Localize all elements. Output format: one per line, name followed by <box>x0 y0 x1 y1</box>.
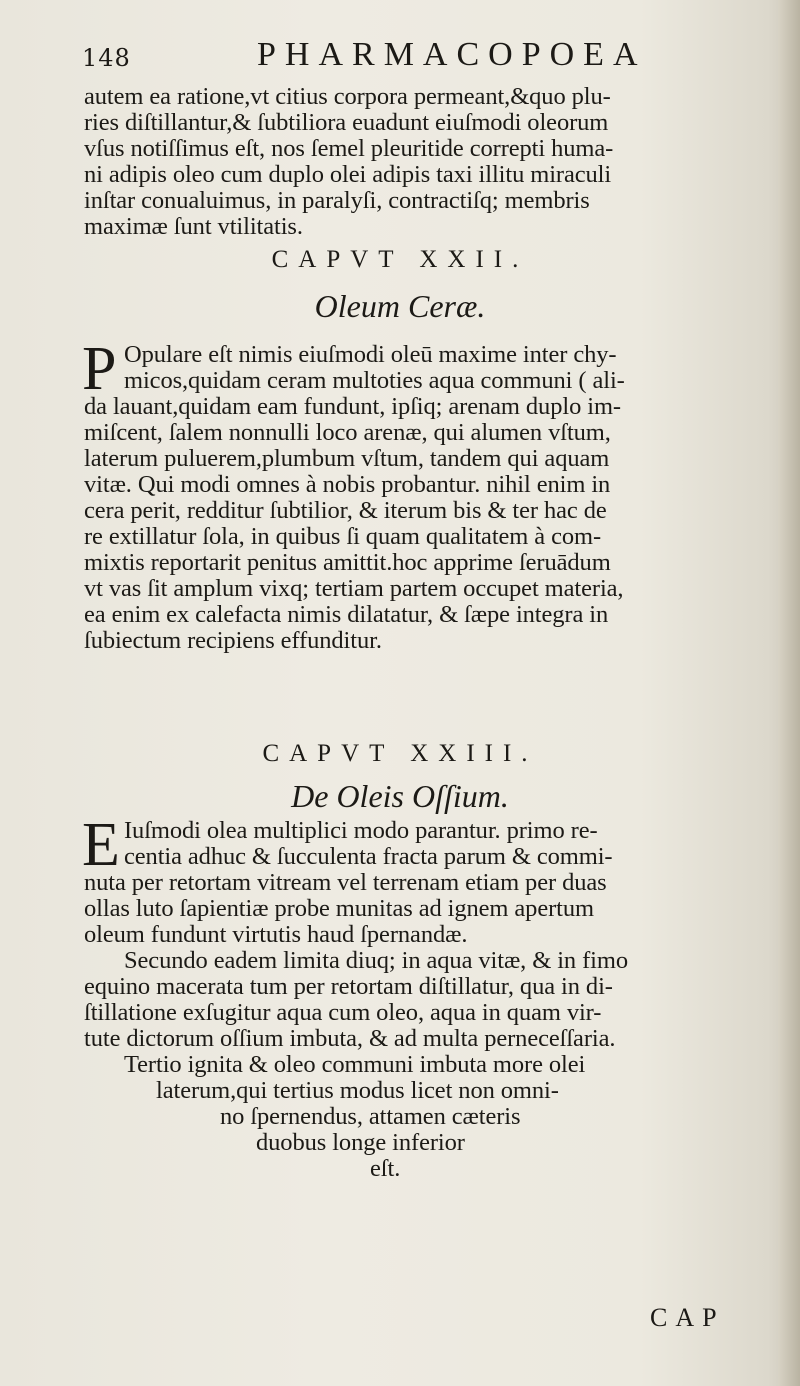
text-line: no ſpernendus, attamen cæteris <box>220 1103 521 1130</box>
text-line: mixtis reportarit penitus amittit.hoc apprime ſeruādum <box>84 549 611 576</box>
text-line: Tertio ignita & oleo communi imbuta more olei <box>124 1051 586 1078</box>
catchword: CAP <box>650 1303 725 1332</box>
text-line: ollas luto ſapientiæ probe munitas ad ignem apertum <box>84 895 594 922</box>
text-line: ſubiectum recipiens effunditur. <box>84 627 382 654</box>
text-line: ea enim ex calefacta nimis dilatatur, & ſæpe integra in <box>84 601 609 628</box>
top-paragraph <box>84 84 769 240</box>
text-line: re extillatur ſola, in quibus ſi quam qualitatem à com- <box>84 523 602 550</box>
text-line: inſtar conualuimus, in paralyſi, contractiſq; membris <box>84 187 590 214</box>
chapter-23-title: De Oleis Oſſium. <box>291 778 509 814</box>
text-line: ſtillatione exſugitur aqua cum oleo, aqua in quam vir- <box>84 999 602 1026</box>
text-line: laterum,qui tertius modus licet non omni- <box>156 1077 559 1104</box>
running-title: PHARMACOPOEA <box>257 36 647 73</box>
text-line: micos,quidam ceram multoties aqua communi ( ali- <box>124 367 625 394</box>
text-line: duobus longe inferior <box>256 1129 465 1156</box>
text-line: eſt. <box>370 1155 401 1182</box>
text-line: oleum fundunt virtutis haud ſpernandæ. <box>84 921 468 948</box>
text-line: laterum puluerem,plumbum vſtum, tandem qui aquam <box>84 445 610 472</box>
page-number: 148 <box>82 44 131 72</box>
text-line: miſcent, ſalem nonnulli loco arenæ, qui alumen vſtum, <box>84 419 611 446</box>
text-line: ni adipis oleo cum duplo olei adipis taxi illitu miraculi <box>84 161 612 188</box>
chapter-23-drop-cap: E <box>82 811 120 879</box>
text-line: maximæ ſunt vtilitatis. <box>84 213 303 240</box>
text-line: cera perit, redditur ſubtilior, & iterum bis & ter hac de <box>84 497 607 524</box>
chapter-23-heading: CAPVT XXIII. <box>262 740 538 767</box>
text-line: vſus notiſſimus eſt, nos ſemel pleuritide correpti huma- <box>84 135 614 162</box>
text-line: equino macerata tum per retortam diſtillatur, qua in di- <box>84 973 613 1000</box>
chapter-22-title: Oleum Ceræ. <box>314 288 486 324</box>
text-line: nuta per retortam vitream vel terrenam etiam per duas <box>84 869 607 896</box>
text-line: Iuſmodi olea multiplici modo parantur. primo re- <box>124 817 598 844</box>
chapter-22-drop-cap: P <box>82 335 117 403</box>
text-line: Secundo eadem limita diuq; in aqua vitæ, & in fimo <box>124 947 628 974</box>
chapter-23-body <box>82 811 769 1078</box>
text-line: tute dictorum oſſium imbuta, & ad multa perneceſſaria. <box>84 1025 616 1052</box>
text-line: ries diſtillantur,& ſubtiliora euadunt eiuſmodi oleorum <box>84 109 609 136</box>
chapter-23-tail <box>0 1078 800 1182</box>
text-line: Opulare eſt nimis eiuſmodi oleū maxime inter chy- <box>124 341 617 368</box>
text-line: vitæ. Qui modi omnes à nobis probantur. nihil enim in <box>84 471 611 498</box>
text-line: vt vas ſit amplum vixq; tertiam partem occupet materia, <box>84 575 624 602</box>
page-header <box>82 36 722 76</box>
chapter-22-body <box>82 335 769 654</box>
text-line: centia adhuc & ſucculenta fracta parum & commi- <box>124 843 613 870</box>
text-line: autem ea ratione,vt citius corpora permeant,&quo plu- <box>84 83 611 110</box>
text-line: da lauant,quidam eam fundunt, ipſiq; arenam duplo im- <box>84 393 621 420</box>
chapter-22-heading: CAPVT XXII. <box>271 246 529 273</box>
